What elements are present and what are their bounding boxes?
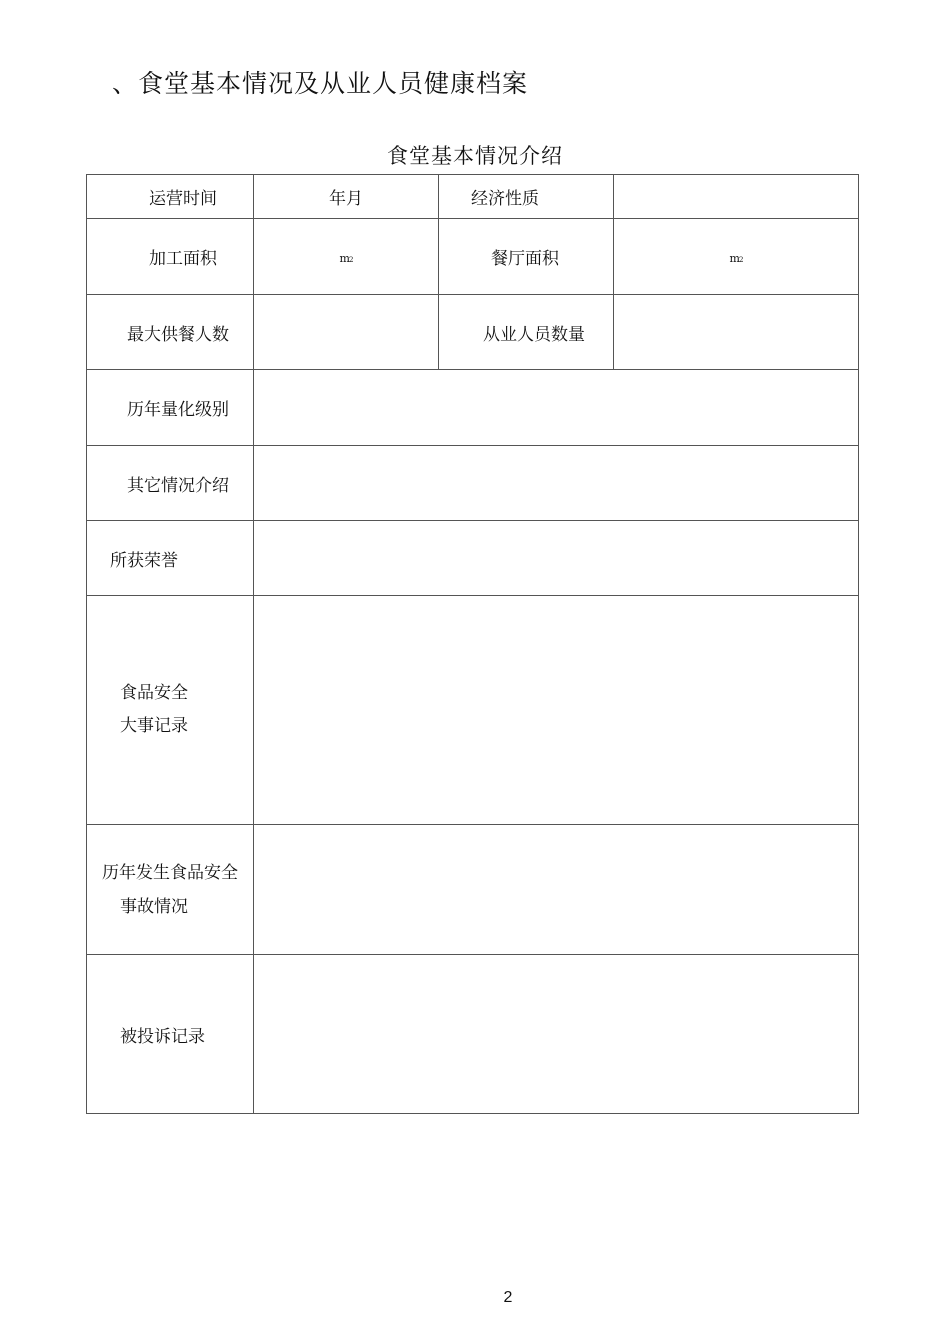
other-info-label: 其它情况介绍 xyxy=(87,446,254,521)
operation-time-value[interactable]: 年月 xyxy=(254,175,439,219)
economic-nature-label: 经济性质 xyxy=(439,175,614,219)
table-row xyxy=(87,955,859,1114)
processing-area-unit: m2 xyxy=(339,251,353,265)
economic-nature-value[interactable] xyxy=(614,175,859,219)
quant-level-value[interactable] xyxy=(254,370,859,446)
dining-area-label: 餐厅面积 xyxy=(439,219,614,295)
food-safety-events-label: 食品安全 大事记录 xyxy=(87,596,254,825)
processing-area-value[interactable] xyxy=(254,219,439,295)
quant-level-label: 历年量化级别 xyxy=(87,370,254,446)
staff-count-label: 从业人员数量 xyxy=(439,295,614,370)
food-safety-events-value[interactable] xyxy=(254,596,859,825)
table-row xyxy=(87,446,859,521)
canteen-info-table xyxy=(86,174,859,1114)
table-title: 食堂基本情况介绍 xyxy=(387,144,563,168)
max-meals-value[interactable] xyxy=(254,295,439,370)
complaints-label: 被投诉记录 xyxy=(87,955,254,1114)
table-row xyxy=(87,521,859,596)
dining-area-unit: m2 xyxy=(729,251,743,265)
table-row xyxy=(87,219,859,295)
table-row xyxy=(87,370,859,446)
table-row xyxy=(87,596,859,825)
honors-label: 所获荣誉 xyxy=(87,521,254,596)
accidents-label: 历年发生食品安全 事故情况 xyxy=(87,825,254,955)
processing-area-label: 加工面积 xyxy=(87,219,254,295)
document-heading: 、食堂基本情况及从业人员健康档案 xyxy=(112,69,529,98)
table-row xyxy=(87,175,859,219)
other-info-value[interactable] xyxy=(254,446,859,521)
honors-value[interactable] xyxy=(254,521,859,596)
operation-time-label: 运营时间 xyxy=(87,175,254,219)
complaints-value[interactable] xyxy=(254,955,859,1114)
staff-count-value[interactable] xyxy=(614,295,859,370)
dining-area-value[interactable] xyxy=(614,219,859,295)
accidents-value[interactable] xyxy=(254,825,859,955)
table-row xyxy=(87,295,859,370)
page-number: 2 xyxy=(503,1289,513,1306)
table-row xyxy=(87,825,859,955)
max-meals-label: 最大供餐人数 xyxy=(87,295,254,370)
